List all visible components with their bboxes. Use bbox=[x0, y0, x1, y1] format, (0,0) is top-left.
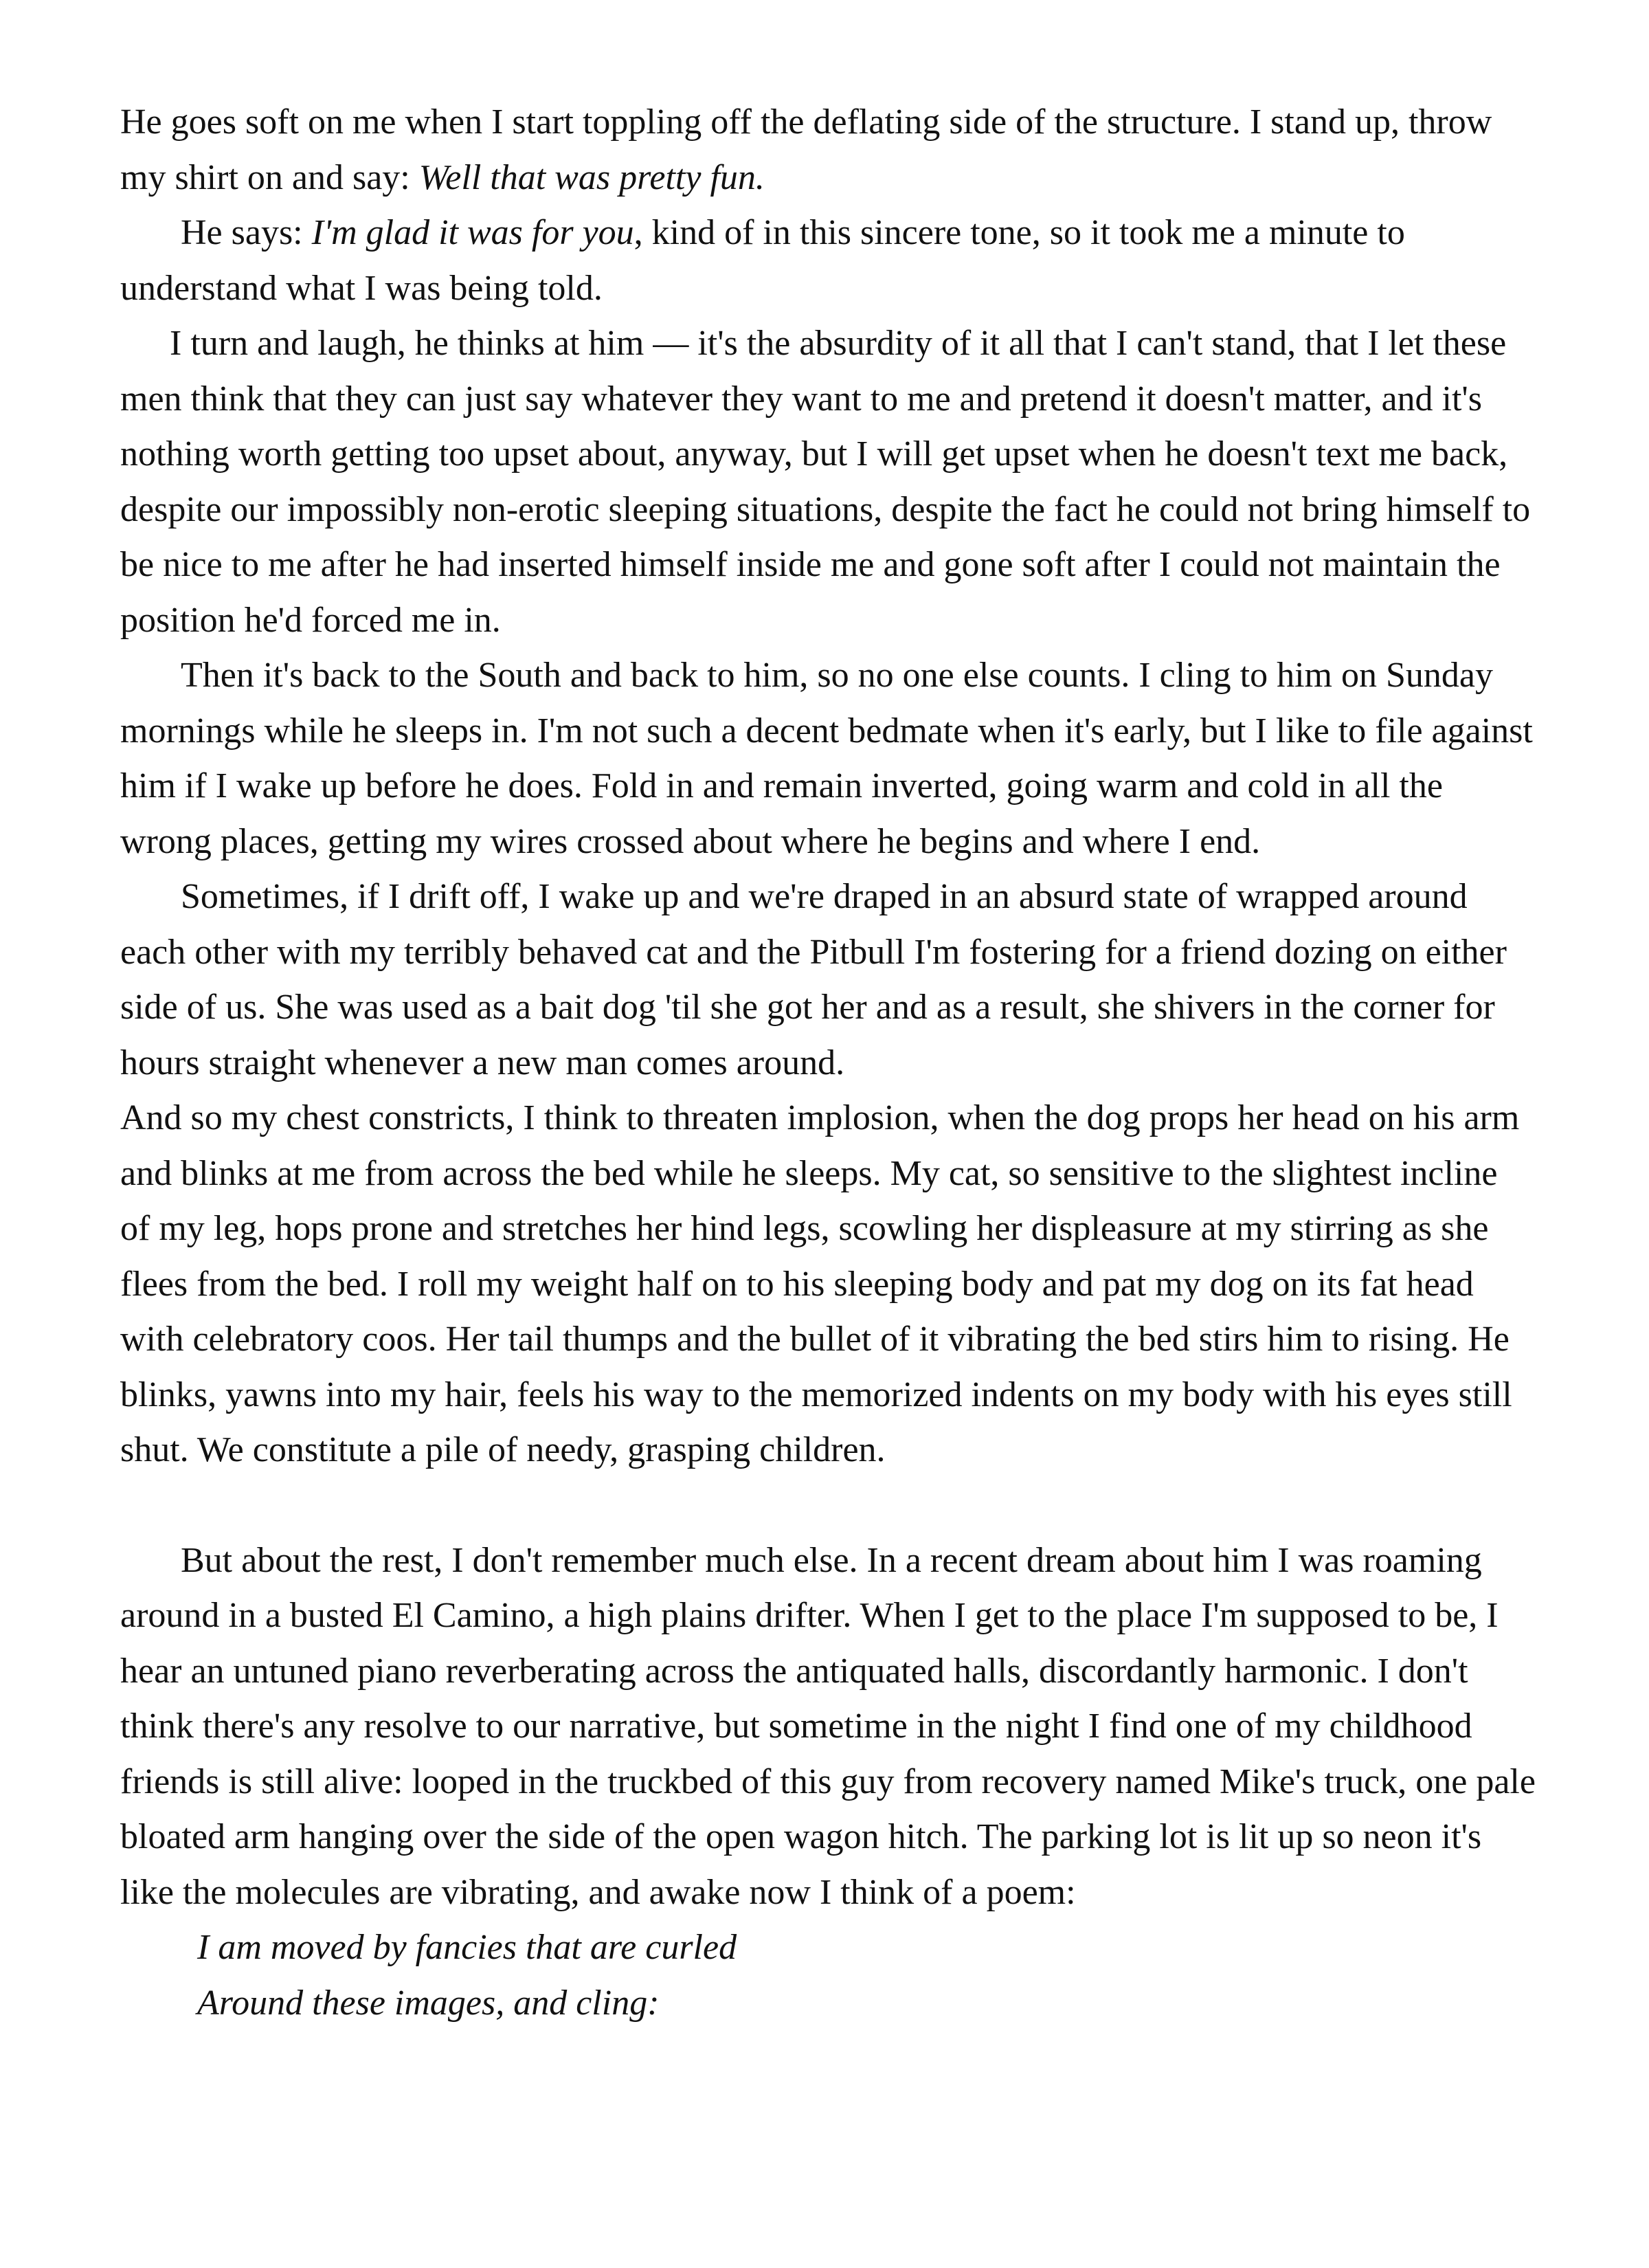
paragraph-3: I turn and laugh, he thinks at him — it's the absurdity of it all that I can't stand, that I let these men think that they can just say whatever they want to me and pretend it doesn't matter, and it's nothing worth getting too upset about, anyway, but I will get upset when he doesn't text me back, despite our impossibly non-erotic sleeping situations, despite the fact he could not bring himself to be nice to me after he had inserted himself inside me and gone soft after I could not maintain the position he'd forced me in. bbox=[120, 324, 1531, 640]
paragraph-1-text: He goes soft on me when I start toppling off the deflating side of the structure. I stand up, throw my shirt on and say: bbox=[120, 102, 1492, 197]
document-page bbox=[120, 95, 1536, 2031]
paragraph-2 bbox=[120, 205, 1536, 316]
paragraph-7: But about the rest, I don't remember much else. In a recent dream about him I was roaming around in a busted El Camino, a high plains drifter. When I get to the place I'm supposed to be, I hear an untuned piano reverberating across the antiquated halls, discordantly harmonic. I don't think there's any resolve to our narrative, but sometime in the night I find one of my childhood friends is still alive: looped in the truckbed of this guy from recovery named Mike's truck, one pale bloated arm hanging over the side of the open wagon hitch. The parking lot is lit up so neon it's like the molecules are vibrating, and awake now I think of a poem: bbox=[120, 1540, 1536, 1912]
paragraph-2-text: , kind of in this sincere tone, so it took me a minute to understand what I was being told. bbox=[120, 213, 1405, 308]
paragraph-6: And so my chest constricts, I think to threaten implosion, when the dog props her head on his arm and blinks at me from across the bed while he sleeps. My cat, so sensitive to the slightest incline of my leg, hops prone and stretches her hind legs, scowling her displeasure at my stirring as she flees from the bed. I roll my weight half on to his sleeping body and pat my dog on its fat head with celebratory coos. Her tail thumps and the bullet of it vibrating the bed stirs him to rising. He blinks, yawns into my hair, feels his way to the memorized indents on my body with his eyes still shut. We constitute a pile of needy, grasping children. bbox=[120, 1098, 1520, 1469]
paragraph-1 bbox=[120, 95, 1536, 205]
paragraph-2-quote: I'm glad it was for you bbox=[311, 213, 634, 252]
poem-line-2: Around these images, and cling: bbox=[197, 1983, 660, 2023]
paragraph-4: Then it's back to the South and back to him, so no one else counts. I cling to him on Sunday mornings while he sleeps in. I'm not such a decent bedmate when it's early, but I like to file against him if I wake up before he does. Fold in and remain inverted, going warm and cold in all the wrong places, getting my wires crossed about where he begins and where I end. bbox=[120, 656, 1533, 861]
poem-line-1: I am moved by fancies that are curled bbox=[197, 1928, 737, 1967]
poem-quote bbox=[120, 1920, 1536, 2031]
paragraph-2-lead: He says: bbox=[181, 213, 312, 252]
paragraph-5: Sometimes, if I drift off, I wake up and we're draped in an absurd state of wrapped around each other with my terribly behaved cat and the Pitbull I'm fostering for a friend dozing on either side of us. She was used as a bait dog 'til she got her and as a result, she shivers in the corner for hours straight whenever a new man comes around. bbox=[120, 877, 1507, 1082]
paragraph-1-quote: Well that was pretty fun. bbox=[418, 157, 765, 197]
